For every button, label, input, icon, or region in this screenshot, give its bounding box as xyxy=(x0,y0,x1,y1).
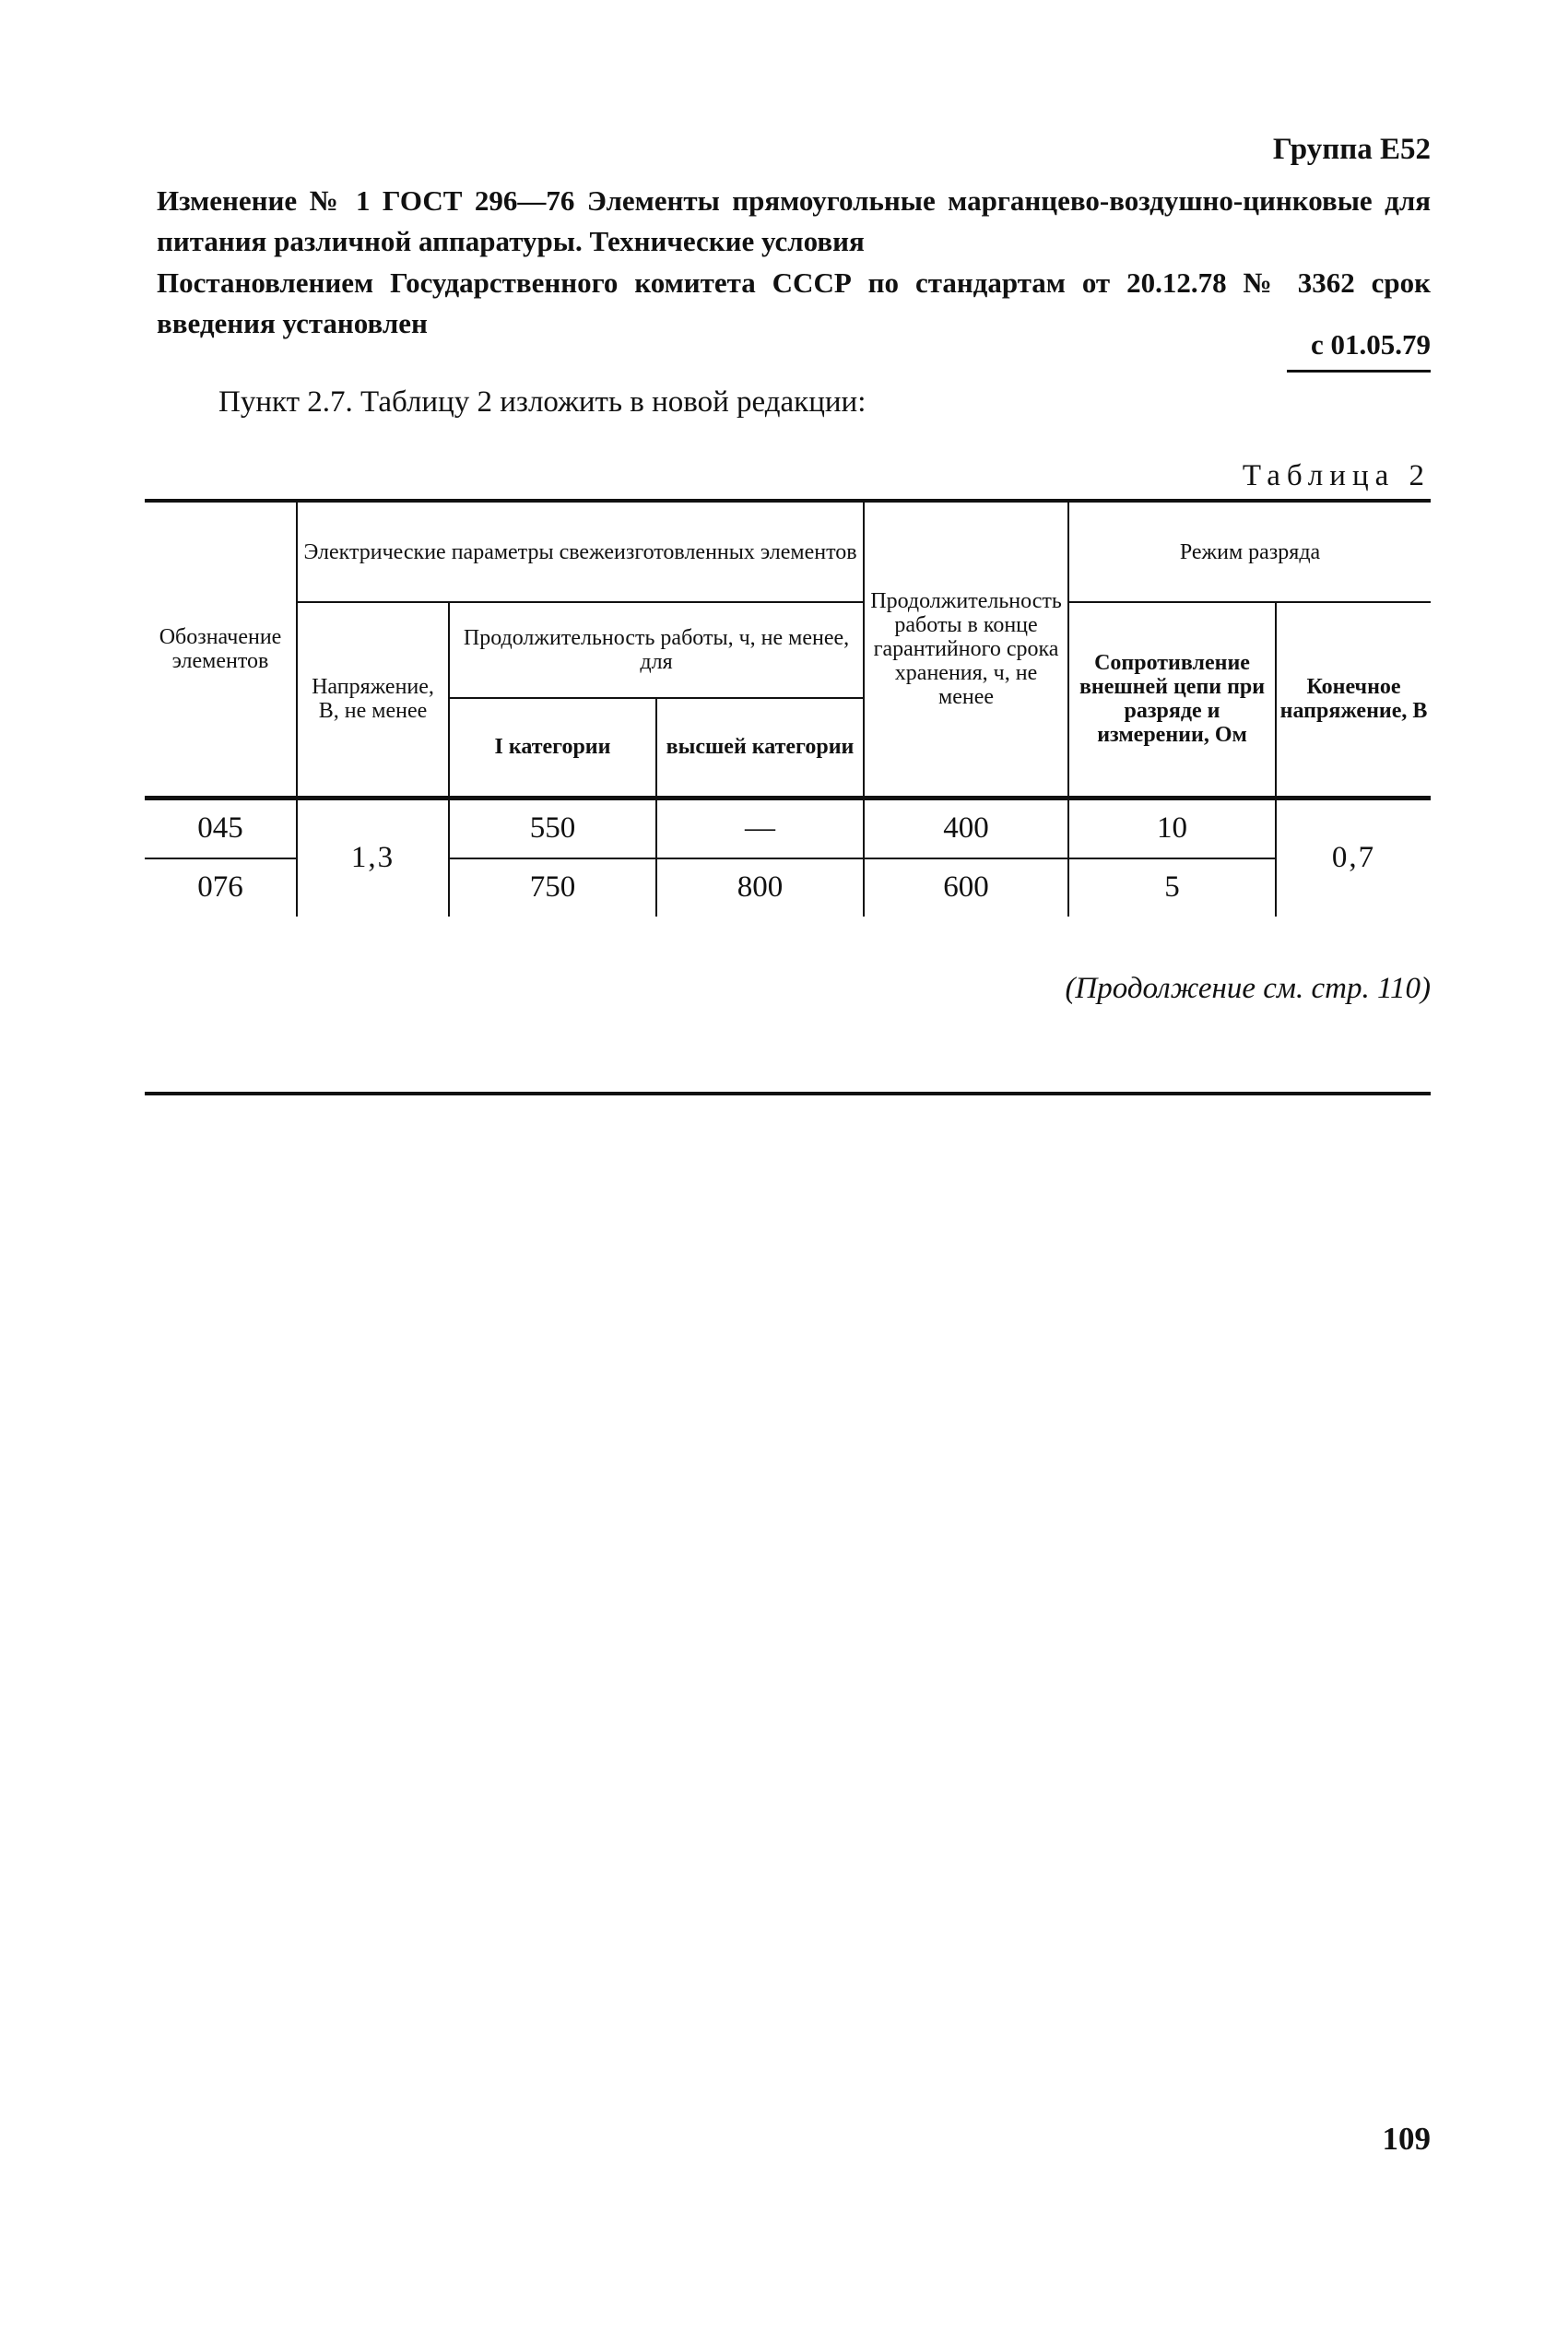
header-cat-high: высшей категории xyxy=(656,698,864,798)
header-duration-end: Продолжительность работы в конце гарантийного срока хранения, ч, не менее xyxy=(864,501,1068,798)
cell-resistance: 10 xyxy=(1068,798,1276,858)
table-row xyxy=(145,798,1431,858)
cell-designation: 076 xyxy=(197,870,243,904)
header-cat1: I категории xyxy=(449,698,656,798)
group-code: Группа Е52 xyxy=(1272,133,1431,166)
effective-date: с 01.05.79 xyxy=(1310,328,1431,361)
cell-cat1: 750 xyxy=(449,858,656,917)
cell-voltage: 1,3 xyxy=(297,798,449,917)
bottom-rule xyxy=(145,1092,1431,1095)
table-label: Таблица 2 xyxy=(1242,459,1431,492)
cell-cat1: 550 xyxy=(449,798,656,858)
header-resistance: Сопротивление внешней цепи при разряде и измерении, Ом xyxy=(1068,602,1276,798)
continuation-note: (Продолжение см. стр. 110) xyxy=(1065,972,1431,1005)
cell-cat-high: 800 xyxy=(656,858,864,917)
cell-designation: 045 xyxy=(145,798,297,858)
header-final-voltage: Конечное напряжение, В xyxy=(1276,602,1431,798)
header-discharge-mode: Режим разряда xyxy=(1068,501,1431,602)
spec-table xyxy=(145,499,1431,917)
cell-resistance: 5 xyxy=(1068,858,1276,917)
header-designation: Обозначение элементов xyxy=(145,501,297,798)
cell-cat-high: — xyxy=(656,798,864,858)
header-duration: Продолжительность работы, ч, не менее, для xyxy=(449,602,864,698)
header-voltage: Напряжение, В, не менее xyxy=(297,602,449,798)
page-number: 109 xyxy=(1382,2121,1431,2157)
spec-table-wrap xyxy=(145,499,1431,917)
instruction-text: Пункт 2.7. Таблицу 2 изложить в новой редакции: xyxy=(218,385,867,419)
cell-duration-end: 400 xyxy=(864,798,1068,858)
header-electrical: Электрические параметры свежеизготовленных элементов xyxy=(297,501,864,602)
decree-text: Постановлением Государственного комитета СССР по стандартам от 20.12.78 № 3362 срок введения установлен xyxy=(157,266,1431,339)
cell-final-voltage: 0,7 xyxy=(1276,798,1431,917)
cell-duration-end: 600 xyxy=(864,858,1068,917)
amendment-title: Изменение № 1 ГОСТ 296—76 Элементы прямоугольные марганцево-воздушно-цинковые для питания различной аппаратуры. Технические условия xyxy=(157,184,1431,257)
date-underline xyxy=(1287,370,1431,373)
